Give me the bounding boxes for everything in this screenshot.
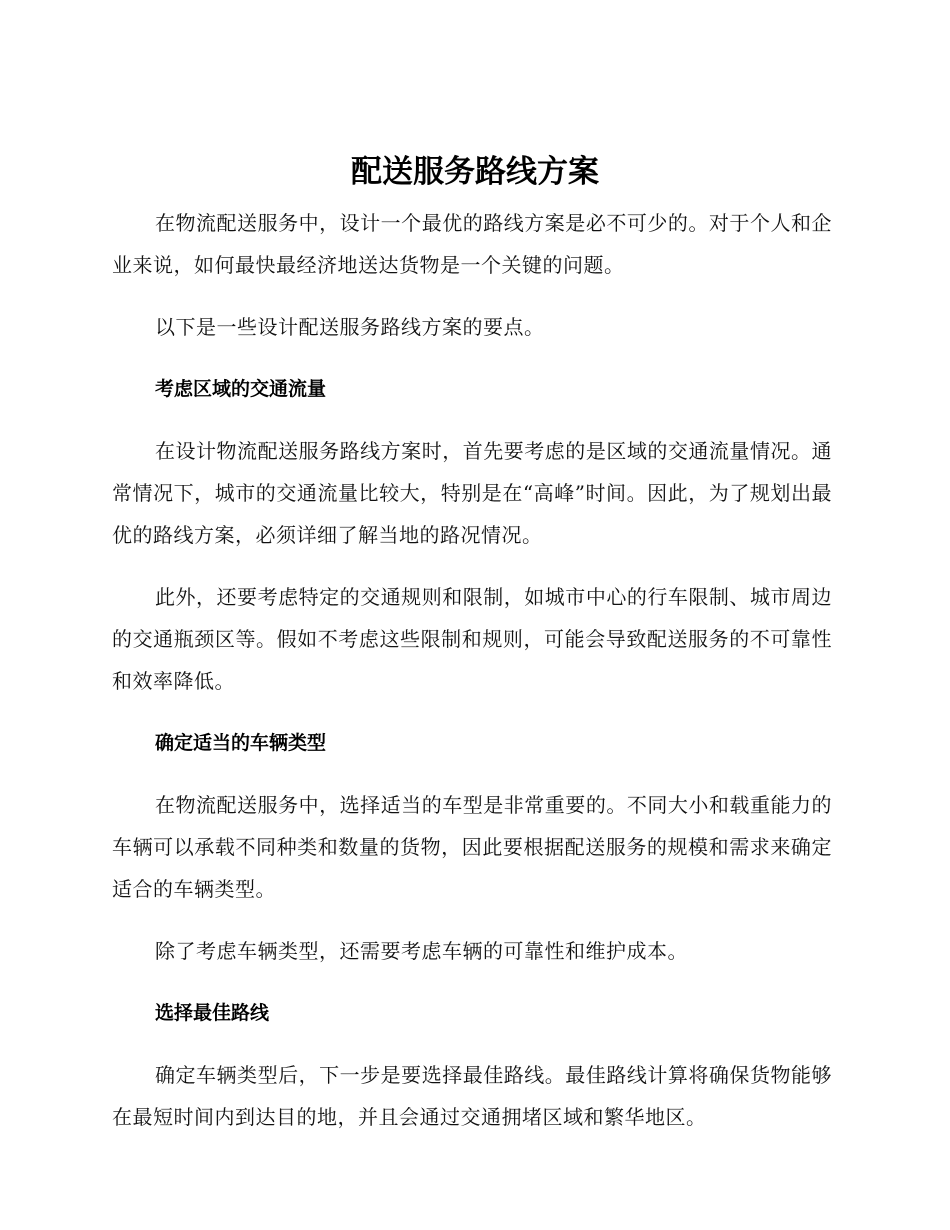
section-heading-traffic: 考虑区域的交通流量 bbox=[155, 378, 327, 400]
paragraph-best-route: 确定车辆类型后，下一步是要选择最佳路线。最佳路线计算将确保货物能够在最短时间内到达目的地，并且会通过交通拥堵区域和繁华地区。 bbox=[112, 1063, 832, 1129]
document-body bbox=[112, 202, 832, 1158]
paragraph-traffic-rules: 此外，还要考虑特定的交通规则和限制，如城市中心的行车限制、城市周边的交通瓶颈区等。假如不考虑这些限制和规则，可能会导致配送服务的不可靠性和效率降低。 bbox=[112, 585, 832, 693]
paragraph-vehicle-choice: 在物流配送服务中，选择适当的车型是非常重要的。不同大小和载重能力的车辆可以承载不同种类和数量的货物，因此要根据配送服务的规模和需求来确定适合的车辆类型。 bbox=[112, 793, 832, 901]
section-heading-route: 选择最佳路线 bbox=[155, 1002, 270, 1024]
paragraph-vehicle-reliability: 除了考虑车辆类型，还需要考虑车辆的可靠性和维护成本。 bbox=[155, 939, 688, 963]
paragraph-key-points: 以下是一些设计配送服务路线方案的要点。 bbox=[155, 315, 545, 339]
paragraph-intro: 在物流配送服务中，设计一个最优的路线方案是必不可少的。对于个人和企业来说，如何最快最经济地送达货物是一个关键的问题。 bbox=[112, 211, 832, 277]
document-title: 配送服务路线方案 bbox=[351, 154, 599, 190]
paragraph-traffic-flow: 在设计物流配送服务路线方案时，首先要考虑的是区域的交通流量情况。通常情况下，城市的交通流量比较大，特别是在“高峰”时间。因此，为了规划出最优的路线方案，必须详细了解当地的路况情况。 bbox=[112, 439, 832, 547]
section-heading-vehicle: 确定适当的车辆类型 bbox=[155, 732, 327, 754]
